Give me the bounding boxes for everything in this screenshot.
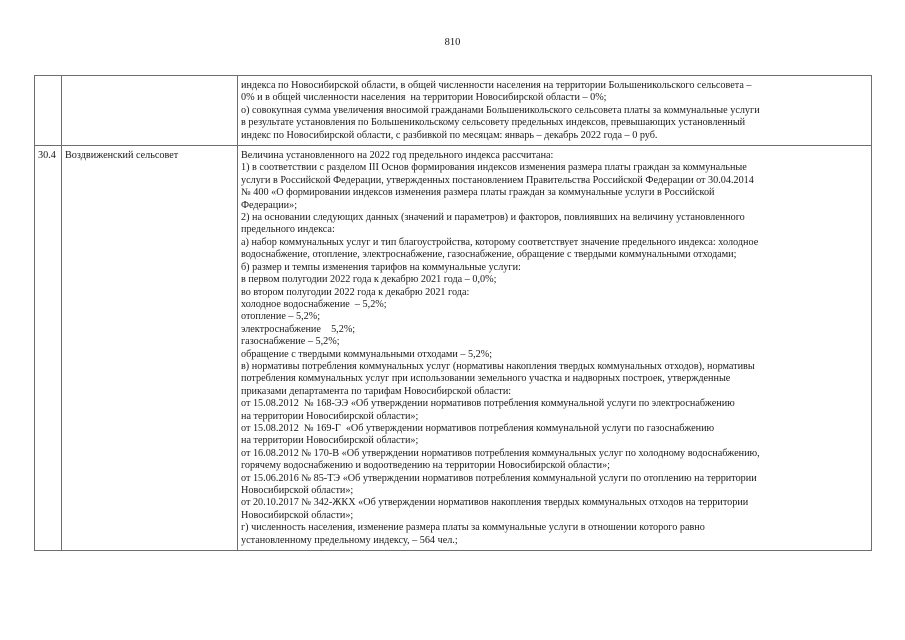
text-line: 0% и в общей численности населения на территории Новосибирской области – 0%; [241, 92, 607, 104]
text-line: Новосибирской области»; [241, 485, 354, 496]
row-text-cell [238, 146, 872, 551]
text-line: от 20.10.2017 № 342-ЖКХ «Об утверждении нормативов накопления твердых коммунальных отходов на территории [241, 497, 749, 509]
table-row-continuation [35, 76, 872, 146]
text-line: потребления коммунальных услуг при использовании земельного участка и надворных построек, утвержденные [241, 373, 731, 385]
text-line: обращение с твердыми коммунальными отходами – 5,2%; [241, 348, 493, 360]
text-line: установленному предельному индексу, – 564 чел.; [241, 534, 458, 546]
text-line: приказами департамента по тарифам Новосибирской области: [241, 385, 512, 397]
text-line: индекс по Новосибирской области, с разбивкой по месяцам: январь – декабрь 2022 года – 0 руб. [241, 129, 658, 141]
text-line: на территории Новосибирской области»; [241, 410, 419, 422]
text-line: от 15.06.2016 № 85-ТЭ «Об утверждении нормативов потребления коммунальной услуги по отоплению на территории [241, 472, 757, 484]
row-name-cell: Воздвиженский сельсовет [62, 146, 238, 551]
text-line: предельного индекса: [241, 224, 335, 236]
text-line: 2) на основании следующих данных (значений и параметров) и факторов, повлиявших на величину установленного [241, 212, 745, 224]
text-line: от 15.08.2012 № 169-Г «Об утверждении нормативов потребления коммунальной услуги по газоснабжению [241, 422, 715, 434]
table-row-30-4 [35, 146, 872, 551]
text-line: от 16.08.2012 № 170-В «Об утверждении нормативов потребления коммунальных услуг по холодному водоснабжению, [241, 447, 760, 459]
text-line: от 15.08.2012 № 168-ЭЭ «Об утверждении нормативов потребления коммунальной услуги по электроснабжению [241, 398, 735, 410]
text-line: в первом полугодии 2022 года к декабрю 2021 года – 0,0%; [241, 274, 497, 286]
text-line: б) размер и темпы изменения тарифов на коммунальные услуги: [241, 261, 521, 273]
row-number-cell [35, 76, 62, 146]
text-line: Величина установленного на 2022 год предельного индекса рассчитана: [241, 150, 554, 162]
content-table [34, 75, 872, 551]
text-line: во втором полугодии 2022 года к декабрю 2021 года: [241, 286, 470, 298]
row-number-cell: 30.4 [35, 146, 62, 551]
text-line: на территории Новосибирской области»; [241, 435, 419, 447]
text-line: холодное водоснабжение – 5,2%; [241, 298, 387, 310]
text-line: 1) в соответствии с разделом III Основ формирования индексов изменения размера платы граждан за коммунальные [241, 162, 747, 174]
row-name-cell [62, 76, 238, 146]
text-line: отопление – 5,2%; [241, 311, 321, 323]
page-number: 810 [444, 37, 461, 48]
text-line: электроснабжение 5,2%; [241, 323, 356, 335]
text-line: № 400 «О формировании индексов изменения размера платы граждан за коммунальные услуги в Российской [241, 187, 715, 199]
row-text-cell [238, 76, 872, 146]
text-line: индекса по Новосибирской области, в общей численности населения на территории Большеникольского сельсовета – [241, 80, 752, 91]
text-line: водоснабжение, отопление, электроснабжение, газоснабжение, обращение с твердыми коммунальными отходами; [241, 249, 737, 261]
text-line: горячему водоснабжению и водоотведению на территории Новосибирской области»; [241, 460, 611, 472]
text-line: в результате установления по Большеникольскому сельсовету предельных индексов, превышающих установленный [241, 117, 746, 129]
text-line: о) совокупная сумма увеличения вносимой гражданами Большеникольского сельсовета платы за коммунальные услуги [241, 104, 760, 116]
text-line: Новосибирской области»; [241, 509, 354, 521]
text-line: г) численность населения, изменение размера платы за коммунальные услуги в отношении которого равно [241, 522, 705, 534]
text-line: в) нормативы потребления коммунальных услуг (нормативы накопления твердых коммунальных отходов), нормативы [241, 360, 755, 372]
text-line: услуги в Российской Федерации, утвержденных постановлением Правительства Российской Федерации от 30.04.2014 [241, 174, 754, 186]
text-line: а) набор коммунальных услуг и тип благоустройства, которому соответствует значение предельного индекса: холодное [241, 236, 759, 248]
text-line: Федерации»; [241, 199, 298, 211]
text-line: газоснабжение – 5,2%; [241, 336, 340, 348]
